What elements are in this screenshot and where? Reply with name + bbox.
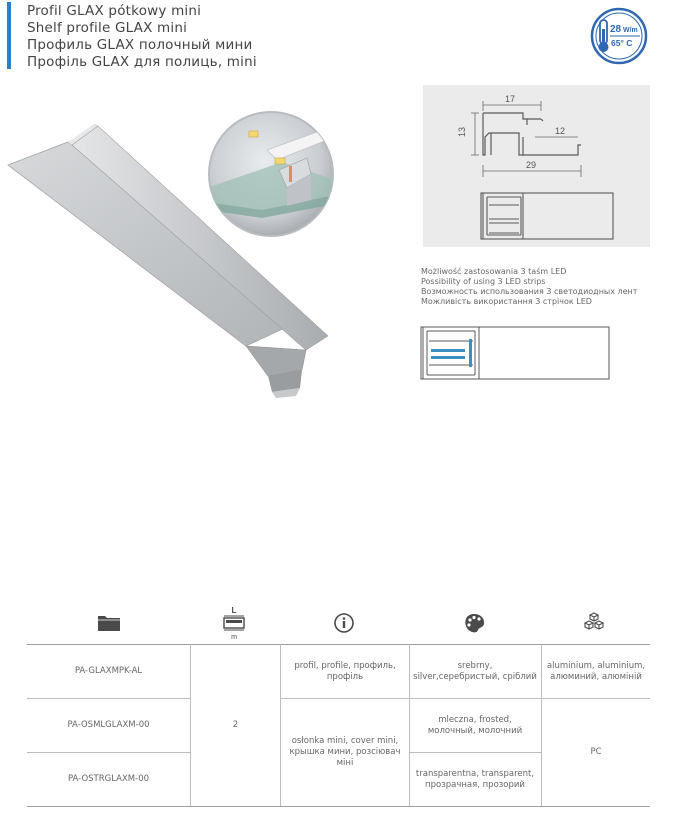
thermometer-icon [599,20,609,52]
power-temperature-badge [588,7,650,65]
note-ua: Можливість використання 3 стрічок LED [421,297,592,306]
cell-material-alu: aluminium, aluminium, алюминий, алюміній [546,660,646,682]
badge-unit: W/m [623,27,638,34]
table-bottom-rule [27,806,650,807]
cell-code-1: PA-GLAXMPK-AL [74,666,143,676]
technical-drawing [423,85,650,247]
badge-power: 28 [610,24,622,35]
col-rule-2 [280,644,281,806]
note-ru: Возможность использования 3 светодиодных лент [421,287,638,296]
dim-width-top: 17 [505,94,516,104]
cell-color-transparent: transparentna, transparent, прозрачная, прозорий [415,768,535,790]
led-strips-diagram [415,325,615,383]
note-pl: Możliwość zastosowania 3 taśm LED [421,267,567,276]
info-icon [329,603,359,643]
palette-icon [459,603,489,643]
col-rule-3 [409,644,410,806]
cell-code-3: PA-OSTRGLAXM-00 [67,774,150,784]
dim-lip: 12 [555,126,566,136]
title-en: Shelf profile GLAX mini [27,20,188,36]
folder-icon [94,603,124,643]
cell-color-frosted: mleczna, frosted, молочный, молочний [427,714,523,736]
cell-color-silver: srebrny, silver,серебристый, сріблий [413,660,537,682]
detail-zoom-image [207,110,335,238]
cell-desc-profile: profil, profile, профиль, профіль [294,660,396,682]
cubes-icon [579,603,609,643]
note-en: Possibility of using 3 LED strips [421,277,546,286]
title-pl: Profil GLAX pótkowy mini [27,3,202,19]
cell-material-pc: PC [590,747,602,757]
title-ru: Профиль GLAX полочный мини [27,37,253,53]
led-strip-notes [421,267,671,307]
title-ua: Профіль GLAX для полиць, mini [27,54,257,70]
badge-temp: 65° C [611,38,633,48]
dim-total: 29 [526,160,537,170]
length-icon-label-bottom: m [231,634,237,641]
length-icon [219,603,249,643]
cell-length: 2 [232,720,239,730]
cell-code-2: PA-OSMLGLAXM-00 [67,720,150,730]
length-icon-label-top: L [231,606,237,615]
table-header-icons [27,603,650,643]
col-rule-4 [541,644,542,806]
dim-height: 13 [457,126,467,137]
product-title-block [27,3,257,71]
cell-desc-cover: osłonka mini, cover mini, крышка мини, розсіювач міні [289,736,401,768]
header-accent-bar [7,2,11,69]
